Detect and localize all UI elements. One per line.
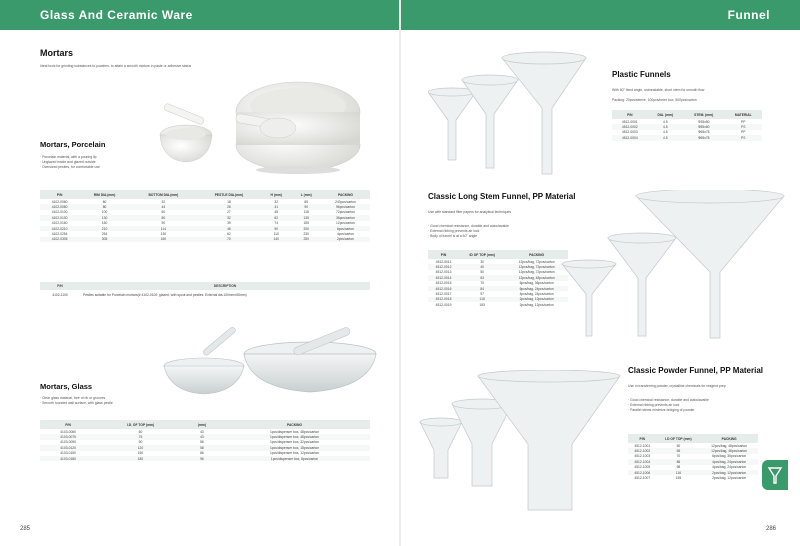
table-header-cell: P/N: [628, 434, 657, 443]
left-page-header: [0, 0, 399, 30]
right-page-header: [401, 0, 800, 30]
table-cell: 4512-1001: [634, 443, 651, 448]
table-cell: 118: [303, 210, 309, 215]
table-cell: 4512-0018: [428, 297, 459, 302]
table-cell: 97: [480, 292, 484, 297]
glass-bullet: · Clear glass material, free of rib or grooves: [40, 396, 106, 400]
table-header-cell: P/N: [612, 110, 648, 119]
table-cell: 45: [274, 210, 279, 215]
table-cell: 63: [459, 275, 505, 280]
table-cell: 4102-0080: [40, 204, 79, 209]
table-cell: 6pcs/bag, 36pcs/carton: [712, 454, 747, 459]
table-cell: 1pcs/dispenser box, 8pcs/carton: [219, 456, 370, 461]
table-header-cell: P/N: [40, 190, 79, 199]
desc-cell-description: Pestles suitable for Porcelain mortars(# 4102-0100, glazed, with spout and pestles. External dia.100mm×65mm): [83, 292, 247, 297]
desc-header-pn: P/N: [40, 282, 80, 290]
table-cell: 4512-0004: [612, 135, 648, 140]
table-cell: 305: [79, 237, 130, 242]
table-cell: 4pcs/carton: [336, 232, 355, 237]
table-cell: 100: [101, 210, 108, 215]
table-cell: 6pcs/carton: [321, 226, 370, 231]
table-cell: 90: [138, 440, 143, 445]
table-cell: 4512-0013: [435, 270, 452, 275]
table-cell: 32: [197, 215, 261, 220]
table-cell: 4512-1004: [628, 459, 657, 464]
table-cell: 4103-0090: [60, 440, 76, 445]
table-cell: 50: [676, 443, 681, 448]
table-cell: 4512-0003: [621, 130, 638, 135]
table-cell: 60: [102, 199, 107, 204]
table-cell: 4512-0015: [435, 281, 452, 286]
table-header-cell: ID OF TOP (mm): [459, 250, 505, 259]
table-cell: 160: [101, 221, 108, 226]
table-cell: 4103-0180: [40, 456, 96, 461]
table-cell: 46: [197, 226, 261, 231]
table-cell: 254: [101, 232, 108, 237]
table-header-cell: RIM DIA.(mm): [79, 190, 130, 199]
table-cell: 130: [79, 215, 130, 220]
table-cell: 4512-1003: [634, 454, 651, 459]
table-cell: 65: [657, 448, 701, 453]
table-cell: 250: [291, 237, 321, 242]
table-cell: 12pcs/bag, 72pcs/carton: [505, 264, 568, 269]
table-cell: 90: [161, 221, 166, 226]
table-cell: 12pcs/bag, 48pcs/carton: [711, 443, 748, 448]
table-row: [428, 302, 568, 307]
table-cell: 200: [291, 226, 321, 231]
table-cell: 12pcs/bag, 72pcs/carton: [518, 270, 555, 275]
table-cell: 4103-0150: [60, 451, 76, 456]
powder-spec-table: [628, 434, 758, 481]
table-cell: 84: [459, 286, 505, 291]
table-cell: 70: [676, 454, 681, 459]
table-cell: 4102-0130: [40, 215, 79, 220]
table-cell: 114: [130, 226, 197, 231]
table-cell: 4102-0305: [40, 237, 79, 242]
long-stem-spec-table: [428, 250, 568, 308]
porcelain-bullet: · Oversized pestles, for comfortable use: [40, 165, 100, 169]
table-cell: 4.5: [648, 124, 683, 129]
table-cell: 155: [675, 476, 682, 481]
table-cell: Φ65x78: [683, 135, 725, 140]
table-cell: Φ65x78: [697, 130, 710, 135]
long-stem-title: Classic Long Stem Funnel, PP Material: [428, 192, 576, 201]
table-cell: 40: [459, 264, 505, 269]
plastic-line2: Packing: 20pcs/sleeve, 100pcs/inner box, 500pcs/carton: [612, 98, 697, 102]
table-cell: 60: [161, 210, 166, 215]
table-cell: 4pcs/bag, 24pcs/carton: [519, 292, 554, 297]
table-cell: 30: [480, 259, 484, 264]
table-cell: 56: [200, 440, 204, 445]
glass-bullet: · Smooth rounded wall surface, with glass pestle: [40, 401, 113, 405]
porcelain-bullet: · Porcelain material, with a pouring lip: [40, 155, 97, 159]
table-cell: 4512-0012: [428, 264, 459, 269]
table-cell: 4pcs/bag, 24pcs/carton: [700, 459, 758, 464]
long-stem-bullets: [428, 224, 509, 239]
table-header-cell: P/N: [428, 250, 459, 259]
table-cell: 4512-0017: [435, 292, 452, 297]
powder-bullets: [628, 398, 709, 413]
table-cell: 210: [79, 226, 130, 231]
glass-title: Mortars, Glass: [40, 382, 93, 391]
table-cell: 86: [200, 451, 204, 456]
porcelain-title: Mortars, Porcelain: [40, 140, 106, 149]
pestle-description-table: [40, 282, 370, 299]
desc-cell-pn: 4102-1100: [52, 292, 68, 297]
table-cell: 4512-0002: [612, 124, 648, 129]
table-cell: 1pcs/dispenser box, 12pcs/carton: [269, 451, 320, 456]
left-page-number: 285: [20, 526, 31, 532]
funnel-icon: [762, 460, 788, 490]
table-cell: 41: [261, 204, 291, 209]
table-cell: 90: [291, 204, 321, 209]
table-cell: PS: [724, 124, 762, 129]
table-cell: 4.5: [662, 130, 668, 135]
table-cell: 6pcs/bag, 24pcs/carton: [505, 286, 568, 291]
table-cell: 62: [261, 215, 291, 220]
table-cell: 12pcs/bag, 48pcs/carton: [505, 275, 568, 280]
table-cell: 4.5: [662, 119, 668, 124]
table-cell: 2pcs/carton: [321, 237, 370, 242]
right-page-number: 286: [766, 526, 777, 532]
table-cell: PP: [741, 119, 746, 124]
table-cell: 160: [130, 237, 197, 242]
table-cell: 2pcs/bag, 12pcs/carton: [519, 302, 554, 307]
table-header-cell: PACKING: [505, 250, 568, 259]
table-cell: 4103-0060: [60, 429, 76, 434]
table-cell: 62: [227, 232, 231, 237]
table-cell: 4102-0210: [40, 226, 79, 231]
table-cell: 4512-1006: [628, 470, 657, 475]
table-cell: 4pcs/bag, 24pcs/carton: [712, 465, 747, 470]
table-cell: 12pcs/bag, 48pcs/carton: [700, 448, 758, 453]
table-cell: 155: [303, 221, 309, 226]
powder-funnels-image: [416, 370, 624, 520]
table-cell: 12pcs/bag, 72pcs/carton: [518, 259, 555, 264]
table-cell: 12pcs/carton: [336, 221, 355, 226]
table-cell: 39: [227, 221, 231, 226]
table-cell: 44: [130, 204, 197, 209]
table-cell: 153: [479, 302, 485, 307]
table-cell: 118: [459, 297, 505, 302]
long-stem-bullet: · Good chemical resistance, durable and autoclavable: [428, 224, 509, 228]
table-cell: 135: [291, 215, 321, 220]
table-cell: 65: [304, 199, 309, 204]
table-cell: 230: [303, 232, 309, 237]
glass-mortar-image: [160, 320, 380, 400]
table-cell: 240pcs/carton: [335, 199, 356, 204]
table-cell: 4102-0254: [51, 232, 68, 237]
table-cell: 120: [96, 445, 185, 450]
plastic-funnels-image: [428, 50, 600, 178]
table-header-cell: H (mm): [261, 190, 291, 199]
long-stem-funnels-image: [552, 190, 788, 340]
table-cell: 74: [274, 221, 279, 226]
table-cell: 1pcs/dispenser box, 48pcs/carton: [219, 434, 370, 439]
table-row: [612, 135, 762, 140]
table-cell: 80: [79, 204, 130, 209]
table-row: [628, 475, 758, 480]
table-cell: PP: [741, 130, 746, 135]
table-cell: 4512-0016: [428, 286, 459, 291]
table-cell: 75: [96, 434, 185, 439]
desc-header-description: DESCRIPTION: [80, 282, 370, 290]
table-cell: 110: [273, 232, 279, 237]
table-cell: 1pcs/dispenser box, 18pcs/carton: [219, 445, 370, 450]
table-cell: 4102-0100: [51, 210, 68, 215]
table-header-cell: PACKING: [321, 190, 370, 199]
table-cell: 4.5: [648, 135, 683, 140]
table-cell: 1pcs/dispenser box, 32pcs/carton: [269, 440, 320, 445]
table-cell: 4512-0019: [435, 302, 452, 307]
table-cell: 4512-0001: [621, 119, 638, 124]
right-header-title: Funnel: [727, 8, 770, 22]
table-cell: 18: [227, 199, 231, 204]
table-cell: 116: [657, 470, 701, 475]
table-header-cell: PESTLE DIA.(mm): [197, 190, 261, 199]
table-cell: Φ55x60: [683, 124, 725, 129]
plastic-line1: With 60° fixed angle, unbreakable, short stem for smooth flow: [612, 88, 705, 92]
table-cell: 150: [137, 451, 144, 456]
table-cell: 4103-0120: [40, 445, 96, 450]
table-cell: 26: [197, 204, 261, 209]
table-header-cell: PACKING: [700, 434, 758, 443]
table-row: [40, 456, 370, 461]
porcelain-bullets: [40, 155, 100, 170]
powder-title: Classic Powder Funnel, PP Material: [628, 366, 764, 375]
table-cell: 96: [185, 456, 219, 461]
table-cell: 4103-0075: [40, 434, 96, 439]
table-header-cell: L (mm): [291, 190, 321, 199]
table-cell: 180: [96, 456, 185, 461]
table-cell: 4512-0014: [428, 275, 459, 280]
table-cell: 32: [161, 199, 166, 204]
table-cell: 1pcs/dispenser box, 48pcs/carton: [269, 429, 320, 434]
table-cell: 90: [261, 226, 291, 231]
long-stem-line1: Use with standard filter papers for analytical techniques: [428, 210, 512, 214]
table-header-cell: I.D OF TOP (mm): [657, 434, 701, 443]
table-cell: 86: [657, 459, 701, 464]
left-header-title: Glass And Ceramic Ware: [40, 8, 193, 22]
table-cell: 72pcs/carton: [336, 210, 355, 215]
table-header-cell: I.D. OF TOP (mm): [96, 420, 185, 429]
table-row: [40, 237, 370, 242]
table-cell: 4512-1005: [634, 465, 651, 470]
glass-bullets: [40, 396, 113, 406]
table-cell: 6pcs/bag, 36pcs/carton: [519, 281, 554, 286]
powder-line1: Use in transferring powder, crystalline chemicals for reagent prep: [628, 384, 726, 388]
glass-spec-table: [40, 420, 370, 461]
table-cell: 58: [185, 445, 219, 450]
table-header-cell: (mm): [185, 420, 219, 429]
table-header-cell: DIA. (mm): [648, 110, 683, 119]
mortars-intro: Ideal tools for grinding substances to powders, to attain a smooth mixture in paste or adhesive status: [40, 64, 192, 68]
porcelain-spec-table: [40, 190, 370, 242]
table-cell: PS: [724, 135, 762, 140]
table-cell: 70: [480, 281, 484, 286]
table-cell: 80: [130, 215, 197, 220]
table-cell: 4512-1002: [628, 448, 657, 453]
powder-bullet: · Parallel stems minimize bridging of powder: [628, 408, 695, 412]
page-spine: [399, 0, 401, 546]
plastic-title: Plastic Funnels: [612, 70, 671, 79]
table-cell: 27: [227, 210, 231, 215]
powder-bullet: · Good chemical resistance, durable and autoclavable: [628, 398, 709, 402]
table-cell: 70: [197, 237, 261, 242]
table-header-cell: PACKING: [219, 420, 370, 429]
table-header-cell: BOTTOM DIA.(mm): [130, 190, 197, 199]
table-header-cell: P/N: [40, 420, 96, 429]
table-cell: 43: [200, 429, 204, 434]
table-cell: 4102-0160: [51, 221, 68, 226]
table-cell: 2pcs/bag, 12pcs/carton: [712, 476, 747, 481]
table-cell: 50: [480, 270, 484, 275]
table-cell: 4102-0060: [51, 199, 68, 204]
table-cell: 96pcs/carton: [321, 204, 370, 209]
table-header-cell: STEM. (mm): [683, 110, 725, 119]
porcelain-bullet: · Unglazed inside and glazed outside: [40, 160, 96, 164]
table-cell: 98: [676, 465, 681, 470]
table-cell: 4512-0011: [435, 259, 452, 264]
section-tab-badge: [762, 460, 788, 490]
table-cell: 2pcs/bag, 12pcs/carton: [505, 297, 568, 302]
table-cell: 4512-1007: [634, 476, 651, 481]
long-stem-bullet: · Body of funnel is at a 60° angle: [428, 234, 478, 238]
table-cell: 43: [185, 434, 219, 439]
table-cell: Φ35x50: [697, 119, 710, 124]
table-cell: 32: [274, 199, 279, 204]
powder-bullet: · External ribbing prevents air lock: [628, 403, 680, 407]
table-cell: 60: [138, 429, 143, 434]
table-cell: 130: [160, 232, 167, 237]
long-stem-bullet: · External ribbing prevents air lock: [428, 229, 480, 233]
plastic-spec-table: [612, 110, 762, 141]
table-cell: 2pcs/bag, 12pcs/carton: [700, 470, 758, 475]
porcelain-mortar-image: [158, 70, 380, 175]
table-cell: 140: [261, 237, 291, 242]
table-header-cell: MATERIAL: [724, 110, 762, 119]
mortars-title: Mortars: [40, 48, 74, 58]
table-cell: 36pcs/carton: [321, 215, 370, 220]
